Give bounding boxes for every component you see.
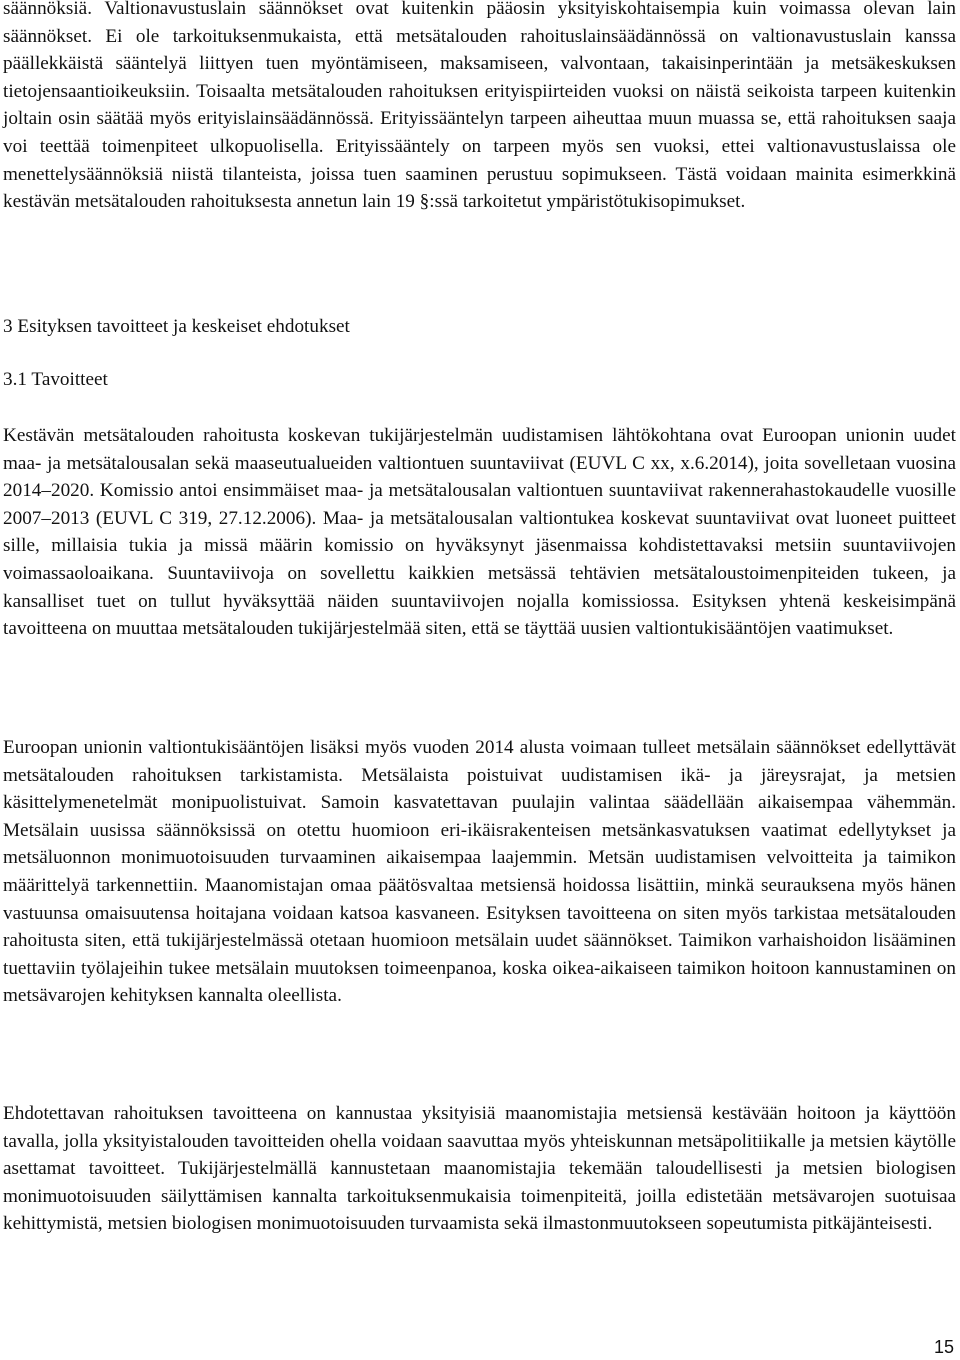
paragraph-intro: säännöksiä. Valtionavustuslain säännökset ovat kuitenkin pääosin yksityiskohtaisempia kuin voimassa olevan lain säännökset. Ei ole tarkoituksenmukaista, että metsätalouden rahoituslainsäädännössä on valtionavustuslain kanssa päällekkäistä sääntelyä liittyen tuen myöntämiseen, maksamiseen, valvontaan, takaisinperintään ja metsäkeskuksen tietojensaantioikeuksiin. Toisaalta metsätalouden rahoituksen erityispiirteiden vuoksi on näistä seikoista tarpeen kuitenkin joltain osin säätää myös erityislainsäädännössä. Erityissääntelyn tarpeen aiheuttaa muun muassa se, että rahoituksen saaja voi teettää toimenpiteet ulkopuolisella. Erityissääntely on tarpeen myös sen vuoksi, ettei valtionavustuslaissa ole menettelysäännöksiä niistä tilanteista, joissa tuen saaminen perustuu sopimukseen. Tästä voidaan mainita esimerkkinä kestävän metsätalouden rahoituksesta annetun lain 19 §:ssä tarkoitetut ympäristötukisopimukset. bbox=[3, 0, 956, 213]
paragraph-goals-1: Kestävän metsätalouden rahoitusta koskevan tukijärjestelmän uudistamisen lähtökohtana ovat Euroopan unionin uudet maa- ja metsätalousalan sekä maaseutualueiden valtiontuen suuntaviivat (EUVL C xx, x.6.2014), joita sovelletaan vuosina 2014–2020. Komissio antoi ensimmäiset maa- ja metsätalousalan valtiontuen suuntaviivat rakennerahastokaudelle vuosille 2007–2013 (EUVL C 319, 27.12.2006). Maa- ja metsätalousalan valtiontukea koskevat suuntaviivat ovat luoneet puitteet sille, millaisia tukia ja missä määrin komissio on hyväksynyt jäsenmaissa kohdistettavaksi metsiin suuntaviivojen voimassaoloaikana. Suuntaviivoja on sovellettu kaikkien metsässä tehtävien metsätaloustoimenpiteiden tukeen, ja kansalliset tuet on tullut hyväksyttää näiden suuntaviivojen nojalla komissiossa. Esityksen yhtenä keskeisimpänä tavoitteena on muuttaa metsätalouden tukijärjestelmää siten, että se täyttää uusien valtiontukisääntöjen vaatimukset. bbox=[3, 425, 956, 640]
subsection-heading: 3.1 Tavoitteet bbox=[3, 369, 108, 390]
section-heading: 3 Esityksen tavoitteet ja keskeiset ehdotukset bbox=[3, 316, 350, 337]
paragraph-goals-2: Euroopan unionin valtiontukisääntöjen lisäksi myös vuoden 2014 alusta voimaan tulleet metsälain säännökset edellyttävät metsätalouden rahoituksen tarkistamista. Metsälaista poistuivat uudistamisen ikä- ja järeysrajat, ja metsien käsittelymenetelmät monipuolistuivat. Samoin kasvatettavan puulajin valintaa säädellään aikaisempaa vähemmän. Metsälain uusissa säännöksissä on otettu huomioon eri-ikäisrakenteisen metsänkasvatuksen vaatimat edellytykset ja metsäluonnon monimuotoisuuden turvaaminen aikaisempaa laajemmin. Metsän uudistamisen velvoitteita ja taimikon määrittelyä tarkennettiin. Maanomistajan omaa päätösvaltaa metsiensä hoidossa lisättiin, minkä seurauksena myös hänen vastuunsa omaisuutensa hoitajana voidaan katsoa kasvaneen. Esityksen tavoitteena on siten myös tarkistaa metsätalouden rahoitusta siten, että tukijärjestelmässä otetaan huomioon metsälain uudet säännökset. Taimikon varhaishoidon lisääminen tuettaviin työlajeihin tukee metsälain muutoksen toimeenpanoa, koska oikea-aikaiseen taimikon hoitoon kannustaminen on metsävarojen kehityksen kannalta oleellista. bbox=[3, 737, 956, 1007]
paragraph-goals-3: Ehdotettavan rahoituksen tavoitteena on kannustaa yksityisiä maanomistajia metsiensä kestävään hoitoon ja käyttöön tavalla, jolla yksityistalouden tavoitteiden ohella voidaan saavuttaa myös yhteiskunnan metsäpolitiikalle ja metsien käytölle asettamat tavoitteet. Tukijärjestelmällä kannustetaan maanomistajia tekemään taloudellisesti ja metsien biologisen monimuotoisuuden säilyttämisen kannalta tarkoituksenmukaisia toimenpiteitä, joilla edistetään metsävarojen suotuisaa kehittymistä, metsien biologisen monimuotoisuuden turvaamista sekä ilmastonmuutokseen sopeutumista pitkäjänteisesti. bbox=[3, 1103, 956, 1235]
page-number: 15 bbox=[933, 1337, 954, 1357]
